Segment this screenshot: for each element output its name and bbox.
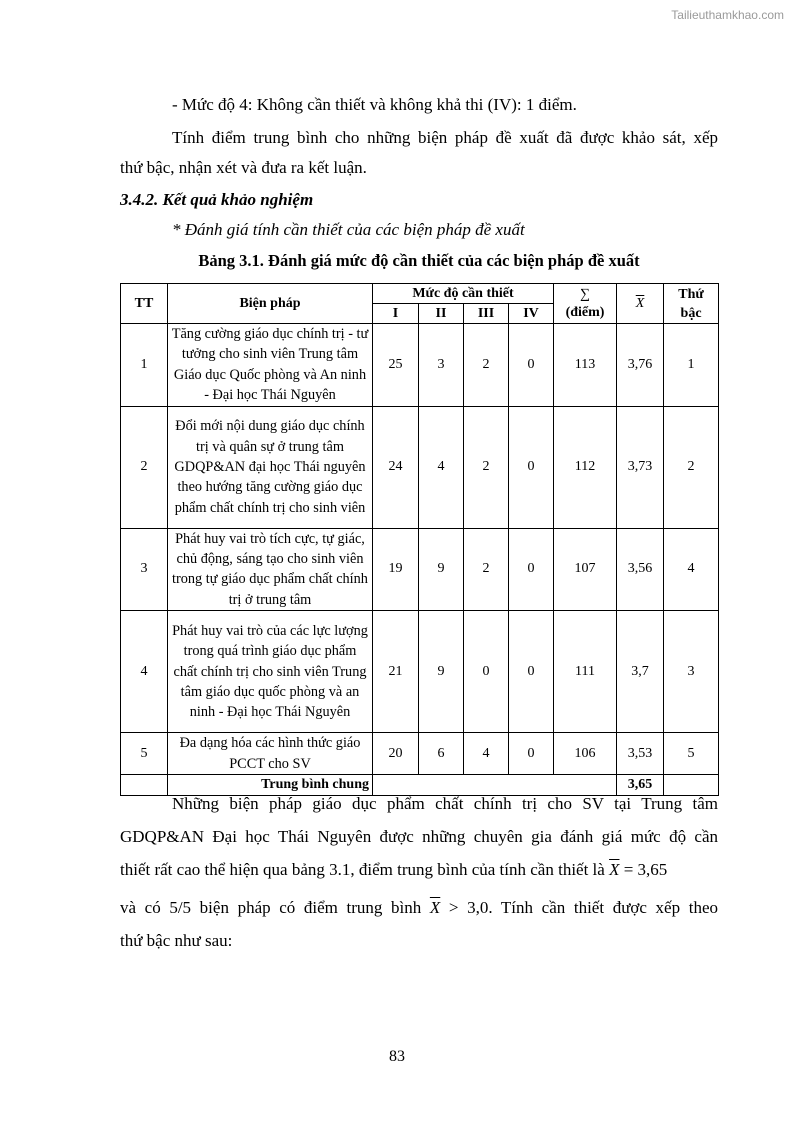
row-rank: 5	[664, 733, 719, 775]
mean-symbol-inline-2: $\overline{X}$	[429, 898, 441, 917]
row-rank: 1	[664, 324, 719, 407]
section-heading: 3.4.2. Kết quả khảo nghiệm	[120, 190, 314, 209]
row-tt: 1	[121, 324, 168, 407]
level4-paragraph: - Mức độ 4: Không cần thiết và không khả thi (IV): 1 điểm.	[172, 95, 577, 114]
watermark-text: Tailieuthamkhao.com	[671, 8, 784, 22]
row-level-iii: 2	[464, 406, 509, 528]
conclusion-line3-value: = 3,65	[623, 860, 668, 879]
footer-mean: 3,65	[617, 775, 664, 796]
row-level-i: 24	[373, 406, 419, 528]
table-row	[121, 528, 719, 611]
conclusion-line3-text: thiết rất cao thể hiện qua bảng 3.1, điểm trung bình của tính cần thiết là	[120, 860, 605, 879]
row-mean: 3,73	[617, 406, 664, 528]
row-sum: 107	[554, 528, 617, 611]
table-header-row	[121, 284, 719, 304]
header-level-ii: II	[419, 304, 464, 324]
conclusion-line5: thứ bậc như sau:	[120, 931, 233, 950]
assessment-table	[120, 283, 719, 796]
row-rank: 2	[664, 406, 719, 528]
row-level-ii: 3	[419, 324, 464, 407]
sum-symbol: ∑	[580, 286, 591, 302]
row-tt: 5	[121, 733, 168, 775]
row-tt: 2	[121, 406, 168, 528]
conclusion-line4-text: và có 5/5 biện pháp có điểm trung bình	[120, 898, 422, 917]
row-level-ii: 6	[419, 733, 464, 775]
header-level-iv: IV	[509, 304, 554, 324]
table-row	[121, 611, 719, 733]
row-measure: Phát huy vai trò của các lực lượng trong quá trình giáo dục phẩm chất chính trị cho sinh viên Trung tâm giáo dục quốc phòng và an ninh - Đại học Thái Nguyên	[168, 611, 373, 733]
sum-unit: (điểm)	[565, 304, 605, 320]
row-tt: 3	[121, 528, 168, 611]
row-level-i: 20	[373, 733, 419, 775]
header-level-iii: III	[464, 304, 509, 324]
conclusion-line4	[120, 893, 718, 923]
rank-line1: Thứ	[678, 286, 704, 302]
row-level-ii: 9	[419, 611, 464, 733]
row-level-i: 19	[373, 528, 419, 611]
row-mean: 3,7	[617, 611, 664, 733]
conclusion-line4-rest: > 3,0. Tính cần thiết được xếp theo	[448, 898, 718, 917]
row-level-iv: 0	[509, 406, 554, 528]
conclusion-line1: Những biện pháp giáo dục phẩm chất chính trị cho SV tại Trung tâm	[172, 794, 718, 813]
table-row	[121, 406, 719, 528]
page-number: 83	[389, 1048, 405, 1065]
table-row	[121, 733, 719, 775]
header-level-i: I	[373, 304, 419, 324]
row-level-iv: 0	[509, 324, 554, 407]
row-mean: 3,53	[617, 733, 664, 775]
row-level-ii: 9	[419, 528, 464, 611]
header-sum	[554, 284, 617, 324]
row-sum: 111	[554, 611, 617, 733]
mean-symbol: $\overline{X}$	[635, 295, 645, 311]
row-measure: Đổi mới nội dung giáo dục chính trị và quân sự ở trung tâm GDQP&AN đại học Thái nguyên theo hướng tăng cường giáo dục phẩm chất chính trị cho sinh viên	[168, 406, 373, 528]
header-measure: Biện pháp	[168, 284, 373, 324]
conclusion-line3	[120, 855, 718, 885]
footer-label: Trung bình chung	[168, 775, 373, 796]
header-mean	[617, 284, 664, 324]
conclusion-line2: GDQP&AN Đại học Thái Nguyên được những chuyên gia đánh giá mức độ cần	[120, 827, 718, 846]
row-level-iv: 0	[509, 528, 554, 611]
row-level-iv: 0	[509, 733, 554, 775]
row-rank: 3	[664, 611, 719, 733]
row-mean: 3,56	[617, 528, 664, 611]
row-tt: 4	[121, 611, 168, 733]
row-level-iii: 2	[464, 528, 509, 611]
row-level-i: 25	[373, 324, 419, 407]
header-tt: TT	[121, 284, 168, 324]
mean-symbol-inline: $\overline{X}$	[609, 860, 620, 879]
row-level-iii: 0	[464, 611, 509, 733]
row-measure: Đa dạng hóa các hình thức giáo PCCT cho SV	[168, 733, 373, 775]
header-level-group: Mức độ cần thiết	[373, 284, 554, 304]
rank-line2: bậc	[680, 305, 702, 321]
row-sum: 113	[554, 324, 617, 407]
row-level-iii: 2	[464, 324, 509, 407]
header-rank	[664, 284, 719, 324]
row-sum: 106	[554, 733, 617, 775]
row-level-i: 21	[373, 611, 419, 733]
calc-paragraph-line2: thứ bậc, nhận xét và đưa ra kết luận.	[120, 158, 367, 177]
row-level-ii: 4	[419, 406, 464, 528]
table-row	[121, 324, 719, 407]
table-caption: Bảng 3.1. Đánh giá mức độ cần thiết của các biện pháp đề xuất	[198, 251, 640, 270]
subsection-heading: * Đánh giá tính cần thiết của các biện pháp đề xuất	[172, 220, 525, 239]
row-level-iv: 0	[509, 611, 554, 733]
row-mean: 3,76	[617, 324, 664, 407]
row-measure: Tăng cường giáo dục chính trị - tư tưởng cho sinh viên Trung tâm Giáo dục Quốc phòng và An ninh - Đại học Thái Nguyên	[168, 324, 373, 407]
row-rank: 4	[664, 528, 719, 611]
row-sum: 112	[554, 406, 617, 528]
row-measure: Phát huy vai trò tích cực, tự giác, chủ động, sáng tạo cho sinh viên trong tự giáo dục phẩm chất chính trị ở trung tâm	[168, 528, 373, 611]
row-level-iii: 4	[464, 733, 509, 775]
calc-paragraph-line1: Tính điểm trung bình cho những biện pháp đề xuất đã được khảo sát, xếp	[172, 128, 718, 147]
